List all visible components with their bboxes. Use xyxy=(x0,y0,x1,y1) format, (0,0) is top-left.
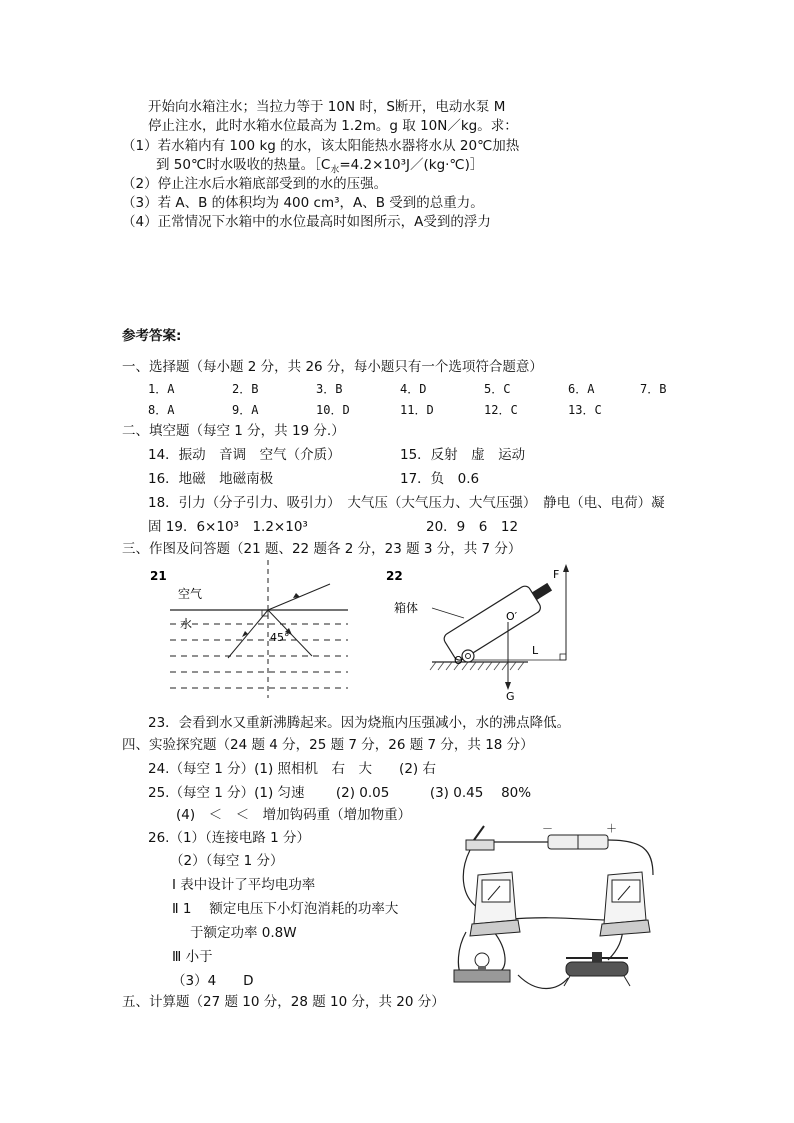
choice-5: 5．C xyxy=(484,382,511,396)
battery-minus-label: － xyxy=(542,822,553,835)
answer-26e: 于额定功率 0.8W xyxy=(190,925,297,941)
answer-15: 15．反射 虚 运动 xyxy=(400,447,526,463)
battery-plus-label: ＋ xyxy=(606,822,617,835)
question-3: （3）若 A、B 的体积均为 400 cm³，A、B 受到的总重力。 xyxy=(122,195,484,211)
choice-3: 3．B xyxy=(316,382,343,396)
choice-9: 9．A xyxy=(232,403,259,417)
choice-12: 12．C xyxy=(484,403,518,417)
choice-4: 4．D xyxy=(400,382,427,396)
bulb-base xyxy=(454,970,510,982)
bulb-socket xyxy=(478,966,486,971)
force-label: F xyxy=(553,568,560,581)
wire xyxy=(458,932,466,972)
answer-19: 固 19．6×10³ 1.2×10³ xyxy=(148,519,308,535)
wire xyxy=(518,975,568,989)
answer-20: 20．9 6 12 xyxy=(426,519,519,535)
figure-21-refraction xyxy=(140,560,360,700)
figure-21-number: 21 xyxy=(150,569,167,583)
incident-arrow xyxy=(242,631,248,637)
lever-right-angle xyxy=(560,654,566,660)
question-1a: （1）若水箱内有 100 kg 的水，该太阳能热水器将水从 20℃加热 xyxy=(122,138,520,154)
answer-23: 23．会看到水又重新沸腾起来。因为烧瓶内压强减小，水的沸点降低。 xyxy=(148,715,571,731)
answer-26b: （2）（每空 1 分） xyxy=(170,853,284,869)
question-1b-post: =4.2×10³J／(kg·℃)］ xyxy=(339,157,484,173)
ground-hatching xyxy=(430,662,524,670)
answer-14: 14．振动 音调 空气（介质） xyxy=(148,447,341,463)
choice-8: 8．A xyxy=(148,403,175,417)
gravity-label: G xyxy=(506,690,515,700)
answer-26c: Ⅰ 表中设计了平均电功率 xyxy=(172,877,316,893)
answer-24: 24.（每空 1 分）(1) 照相机 右 大 (2) 右 xyxy=(148,761,436,777)
figure-22-number: 22 xyxy=(386,569,403,583)
answer-26g: （3）4 D xyxy=(172,973,254,989)
pivot-label: O xyxy=(454,654,463,667)
rheostat-leg xyxy=(624,976,630,986)
question-1b-pre: 到 50℃时水吸收的热量。［C xyxy=(156,157,331,173)
box-body xyxy=(442,574,558,662)
figure-22-lever xyxy=(380,560,580,700)
answer-25a: 25.（每空 1 分）(1) 匀速 (2) 0.05 (3) 0.45 80% xyxy=(148,785,532,801)
answer-26a: 26.（1）（连接电路 1 分） xyxy=(148,830,310,846)
wheel-hub xyxy=(466,654,471,659)
switch-base xyxy=(466,840,494,850)
question-1b-sub: 水 xyxy=(330,165,340,176)
figure-22-box-label: 箱体 xyxy=(394,601,419,615)
rheostat-slider xyxy=(592,952,602,962)
problem-line-2: 停止注水，此时水箱水位最高为 1.2m。g 取 10N／kg。求： xyxy=(148,118,518,134)
figure-21-air-label: 空气 xyxy=(178,587,203,601)
question-4: （4）正常情况下水箱中的水位最高时如图所示，A受到的浮力 xyxy=(122,214,491,230)
choice-10: 10．D xyxy=(316,403,350,417)
choice-6: 6．A xyxy=(568,382,595,396)
angle-label: 45° xyxy=(270,631,290,644)
center-label: O′ xyxy=(506,610,518,623)
answer-16: 16．地磁 地磁南极 xyxy=(148,471,274,487)
section-2-header: 二、填空题（每空 1 分，共 19 分.） xyxy=(122,423,345,439)
section-1-header: 一、选择题（每小题 2 分，共 26 分，每小题只有一个选项符合题意） xyxy=(122,359,543,375)
force-arrow xyxy=(563,564,569,572)
choice-1: 1．A xyxy=(148,382,175,396)
wire xyxy=(608,840,653,875)
section-5-header: 五、计算题（27 题 10 分，28 题 10 分，共 20 分） xyxy=(122,994,445,1010)
figure-21-water-label: 水 xyxy=(180,617,193,631)
choice-11: 11．D xyxy=(400,403,434,417)
section-3-header: 三、作图及问答题（21 题、22 题各 2 分，23 题 3 分，共 7 分） xyxy=(122,541,522,557)
problem-line-1: 开始向水箱注水；当拉力等于 10N 时，S断开，电动水泵 M xyxy=(148,99,506,115)
question-2: （2）停止注水后水箱底部受到的水的压强。 xyxy=(122,176,388,192)
answer-26f: Ⅲ 小于 xyxy=(172,949,213,965)
choice-13: 13．C xyxy=(568,403,602,417)
answer-17: 17．负 0.6 xyxy=(400,471,480,487)
answer-26d: Ⅱ 1 额定电压下小灯泡消耗的功率大 xyxy=(172,901,399,917)
wire xyxy=(494,932,505,972)
gravity-arrow xyxy=(505,682,511,690)
box-label-leader xyxy=(432,608,464,618)
bulb-glass xyxy=(475,953,489,967)
answer-18: 18．引力（分子引力、吸引力） 大气压（大气压力、大气压强） 静电（电、电荷）凝 xyxy=(148,495,665,511)
choice-7: 7．B xyxy=(640,382,667,396)
section-4-header: 四、实验探究题（24 题 4 分，25 题 7 分，26 题 7 分，共 18 分） xyxy=(122,737,534,753)
switch-lever xyxy=(474,826,484,840)
rheostat-coil xyxy=(566,962,628,976)
circuit-diagram xyxy=(448,820,668,1000)
answer-25b: (4) ＜ ＜ 增加钩码重（增加物重） xyxy=(176,807,412,823)
answers-title: 参考答案: xyxy=(122,328,182,344)
lever-arm-label: L xyxy=(532,644,539,657)
choice-2: 2．B xyxy=(232,382,259,396)
